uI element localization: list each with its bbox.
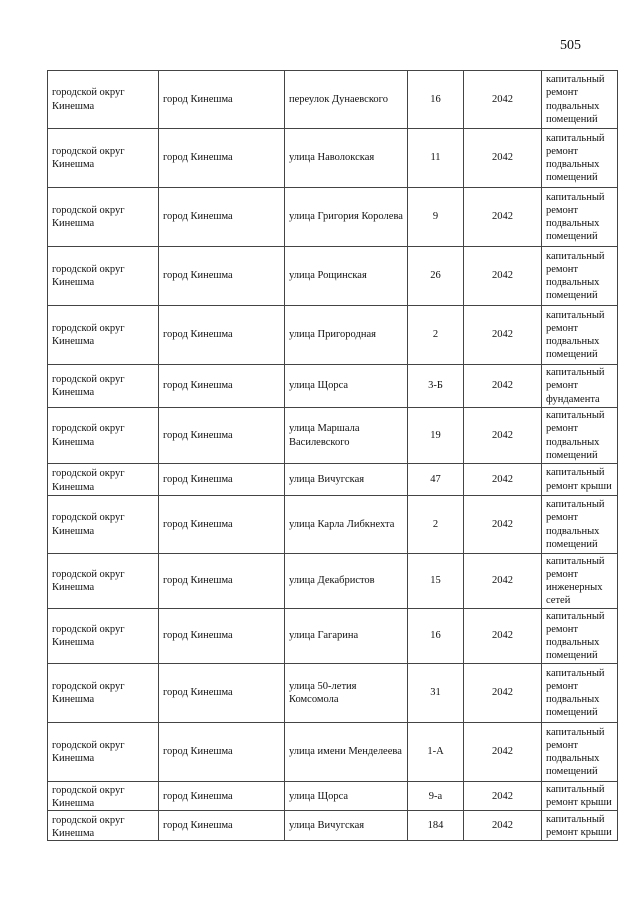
table-row [48,71,618,129]
district-cell: городской округ Кинешма [48,554,159,609]
year-cell: 2042 [464,306,542,365]
year-cell: 2042 [464,408,542,464]
city-cell: город Кинешма [159,811,285,841]
work-type-cell: капитальный ремонт подвальных помещений [542,664,618,723]
city-cell: город Кинешма [159,464,285,496]
district-cell: городской округ Кинешма [48,306,159,365]
house-cell: 16 [408,609,464,664]
house-cell: 1-А [408,723,464,782]
work-type-cell: капитальный ремонт подвальных помещений [542,247,618,306]
street-cell: улица Наволокская [285,129,408,188]
table-row [48,554,618,609]
work-type-cell: капитальный ремонт подвальных помещений [542,609,618,664]
district-cell: городской округ Кинешма [48,782,159,811]
repair-schedule-table [47,70,618,841]
work-type-cell: капитальный ремонт крыши [542,464,618,496]
street-cell: улица Щорса [285,365,408,408]
house-cell: 9 [408,188,464,247]
house-cell: 3-Б [408,365,464,408]
year-cell: 2042 [464,664,542,723]
city-cell: город Кинешма [159,664,285,723]
city-cell: город Кинешма [159,496,285,554]
district-cell: городской округ Кинешма [48,496,159,554]
table-row [48,188,618,247]
district-cell: городской округ Кинешма [48,188,159,247]
city-cell: город Кинешма [159,188,285,247]
street-cell: улица Вичугская [285,811,408,841]
street-cell: улица имени Менделеева [285,723,408,782]
house-cell: 2 [408,306,464,365]
table-row [48,365,618,408]
work-type-cell: капитальный ремонт подвальных помещений [542,188,618,247]
district-cell: городской округ Кинешма [48,609,159,664]
table-row [48,664,618,723]
table-row [48,306,618,365]
table-row [48,408,618,464]
house-cell: 19 [408,408,464,464]
district-cell: городской округ Кинешма [48,723,159,782]
house-cell: 16 [408,71,464,129]
city-cell: город Кинешма [159,306,285,365]
year-cell: 2042 [464,188,542,247]
house-cell: 2 [408,496,464,554]
table-row [48,782,618,811]
table-row [48,811,618,841]
house-cell: 184 [408,811,464,841]
district-cell: городской округ Кинешма [48,365,159,408]
year-cell: 2042 [464,782,542,811]
city-cell: город Кинешма [159,554,285,609]
street-cell: улица Щорса [285,782,408,811]
district-cell: городской округ Кинешма [48,129,159,188]
city-cell: город Кинешма [159,609,285,664]
house-cell: 47 [408,464,464,496]
year-cell: 2042 [464,129,542,188]
city-cell: город Кинешма [159,71,285,129]
district-cell: городской округ Кинешма [48,464,159,496]
street-cell: переулок Дунаевского [285,71,408,129]
city-cell: город Кинешма [159,129,285,188]
page-number: 505 [560,38,581,53]
year-cell: 2042 [464,723,542,782]
house-cell: 26 [408,247,464,306]
work-type-cell: капитальный ремонт подвальных помещений [542,306,618,365]
city-cell: город Кинешма [159,247,285,306]
city-cell: город Кинешма [159,365,285,408]
work-type-cell: капитальный ремонт подвальных помещений [542,408,618,464]
city-cell: город Кинешма [159,723,285,782]
table-row [48,247,618,306]
district-cell: городской округ Кинешма [48,664,159,723]
street-cell: улица Вичугская [285,464,408,496]
work-type-cell: капитальный ремонт фундамента [542,365,618,408]
year-cell: 2042 [464,365,542,408]
district-cell: городской округ Кинешма [48,408,159,464]
district-cell: городской округ Кинешма [48,247,159,306]
work-type-cell: капитальный ремонт подвальных помещений [542,496,618,554]
year-cell: 2042 [464,554,542,609]
year-cell: 2042 [464,609,542,664]
table-row [48,609,618,664]
house-cell: 31 [408,664,464,723]
house-cell: 9-а [408,782,464,811]
table-row [48,129,618,188]
street-cell: улица Карла Либкнехта [285,496,408,554]
table-row [48,464,618,496]
street-cell: улица Пригородная [285,306,408,365]
work-type-cell: капитальный ремонт крыши [542,782,618,811]
street-cell: улица Григория Королева [285,188,408,247]
street-cell: улица 50-летия Комсомола [285,664,408,723]
year-cell: 2042 [464,811,542,841]
work-type-cell: капитальный ремонт подвальных помещений [542,71,618,129]
work-type-cell: капитальный ремонт инженерных сетей [542,554,618,609]
table-row [48,496,618,554]
street-cell: улица Декабристов [285,554,408,609]
year-cell: 2042 [464,496,542,554]
year-cell: 2042 [464,71,542,129]
district-cell: городской округ Кинешма [48,71,159,129]
year-cell: 2042 [464,247,542,306]
work-type-cell: капитальный ремонт подвальных помещений [542,129,618,188]
street-cell: улица Рощинская [285,247,408,306]
street-cell: улица Маршала Василевского [285,408,408,464]
district-cell: городской округ Кинешма [48,811,159,841]
year-cell: 2042 [464,464,542,496]
table-row [48,723,618,782]
house-cell: 15 [408,554,464,609]
work-type-cell: капитальный ремонт подвальных помещений [542,723,618,782]
work-type-cell: капитальный ремонт крыши [542,811,618,841]
street-cell: улица Гагарина [285,609,408,664]
city-cell: город Кинешма [159,408,285,464]
house-cell: 11 [408,129,464,188]
city-cell: город Кинешма [159,782,285,811]
